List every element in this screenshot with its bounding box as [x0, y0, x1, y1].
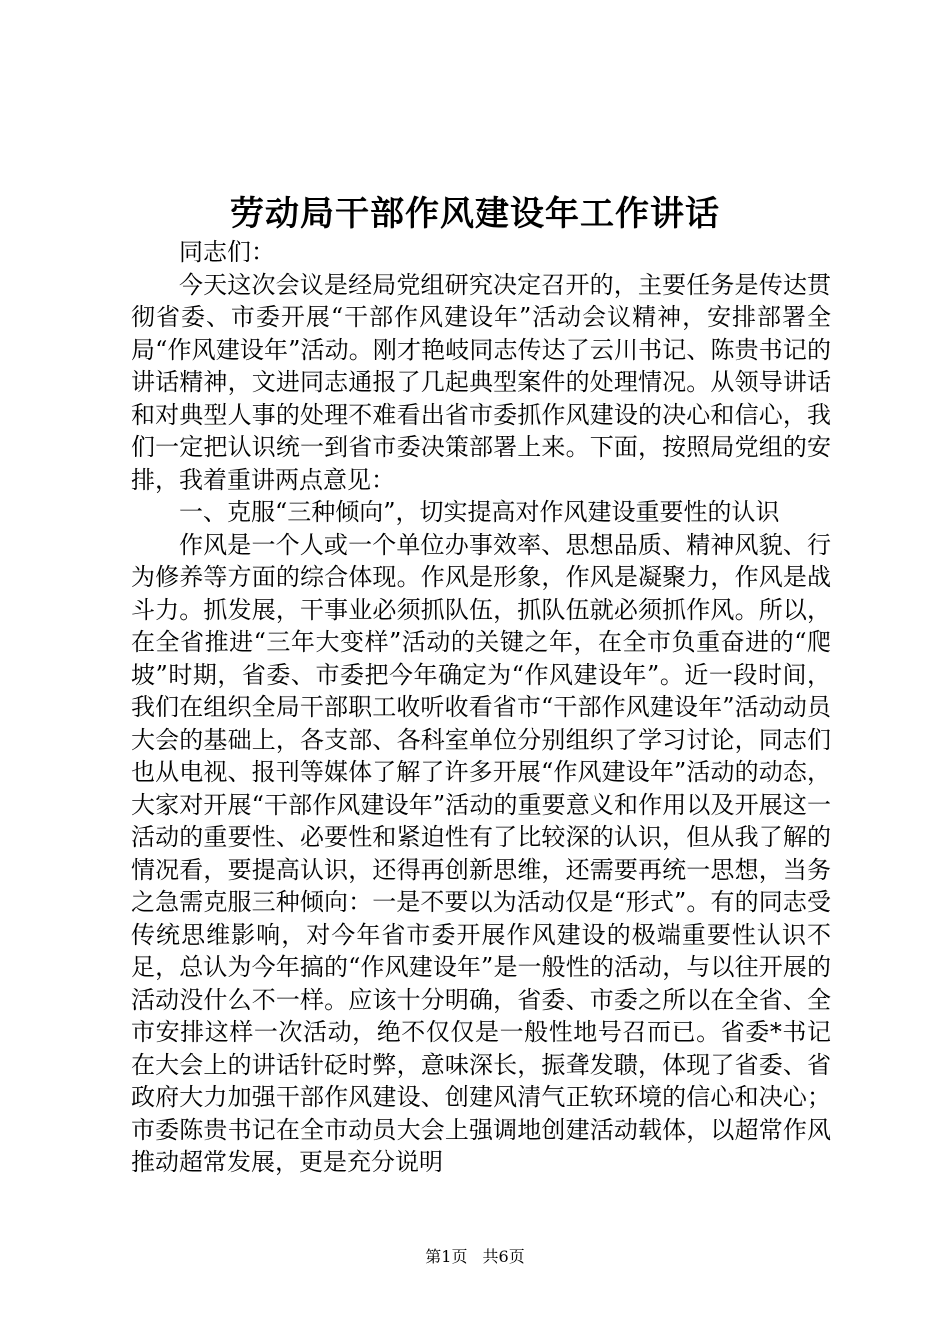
document-title: 劳动局干部作风建设年工作讲话 [230, 194, 720, 234]
page-footer [0, 1244, 950, 1267]
salutation-paragraph: 同志们： [179, 238, 275, 266]
body-paragraph: 作风是一个人或一个单位办事效率、思想品质、精神风貌、行为修养等方面的综合体现。作风是形象，作风是凝聚力，作风是战斗力。抓发展，干事业必须抓队伍，抓队伍就必须抓作风。所以，在全省推进“三年大变样”活动的关键之年，在全市负重奋进的“爬坡”时期，省委、市委把今年确定为“作风建设年”。近一段时间，我们在组织全局干部职工收听收看省市“干部作风建设年”活动动员大会的基础上，各支部、各科室单位分别组织了学习讨论，同志们也从电视、报刊等媒体了解了许多开展“作风建设年”活动的动态，大家对开展“干部作风建设年”活动的重要意义和作用以及开展这一活动的重要性、必要性和紧迫性有了比较深的认识，但从我了解的情况看，要提高认识，还得再创新思维，还需要再统一思想，当务之急需克服三种倾向：一是不要以为活动仅是“形式”。有的同志受传统思维影响，对今年省市委开展作风建设的极端重要性认识不足，总认为今年搞的“作风建设年”是一般性的活动，与以往开展的活动没什么不一样。应该十分明确，省委、市委之所以在全省、全市安排这样一次活动，绝不仅仅是一般性地号召而已。省委*书记在大会上的讲话针砭时弊，意味深长，振聋发聩，体现了省委、省政府大力加强干部作风建设、创建风清气正软环境的信心和决心；市委陈贵书记在全市动员大会上强调地创建活动载体，以超常作风推动超常发展，更是充分说明 [131, 530, 831, 1176]
page-number: 第1页 [425, 1247, 468, 1266]
page-total: 共6页 [482, 1247, 525, 1266]
section-heading: 一、克服“三种倾向”，切实提高对作风建设重要性的认识 [179, 498, 780, 526]
intro-paragraph: 今天这次会议是经局党组研究决定召开的，主要任务是传达贯彻省委、市委开展“干部作风建设年”活动会议精神，安排部署全局“作风建设年”活动。刚才艳岐同志传达了云川书记、陈贵书记的讲话精神，文进同志通报了几起典型案件的处理情况。从领导讲话和对典型人事的处理不难看出省市委抓作风建设的决心和信心，我们一定把认识统一到省市委决策部署上来。下面，按照局党组的安排，我着重讲两点意见： [131, 270, 831, 494]
document-body [131, 236, 831, 1179]
